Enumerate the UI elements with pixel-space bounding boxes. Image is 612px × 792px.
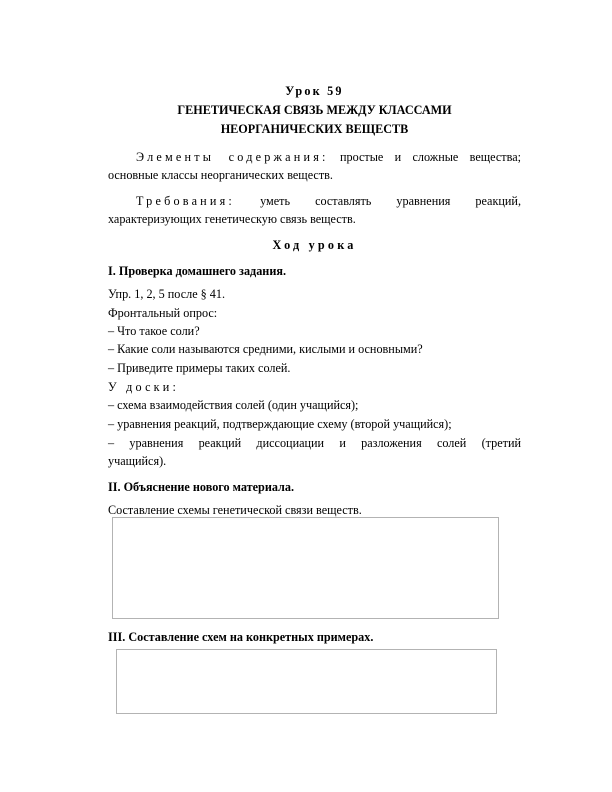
section2-heading: II. Объяснение нового материала. [108, 480, 295, 494]
requirements-label: Требования: [136, 194, 236, 208]
homework-line: Упр. 1, 2, 5 после § 41. [108, 287, 226, 301]
board-item-1: – схема взаимодействия солей (один учащийся); [108, 398, 359, 412]
section3-heading: III. Составление схем на конкретных примерах. [108, 630, 374, 644]
requirements-line-2: характеризующих генетическую связь веществ. [108, 212, 356, 226]
title-line-2: НЕОРГАНИЧЕСКИХ ВЕЩЕСТВ [220, 122, 409, 136]
requirements-text: уметь составлять уравнения реакций, [260, 194, 521, 208]
question-2: – Какие соли называются средними, кислыми и основными? [108, 342, 423, 356]
diagram-frame-1 [112, 517, 499, 619]
elements-line-2: основные классы неорганических веществ. [108, 168, 333, 182]
lesson-number: Урок 59 [285, 84, 344, 98]
course-heading: Ход урока [272, 238, 357, 252]
board-item-3-line-1: – уравнения реакций диссоциации и разложения солей (третий [108, 436, 521, 450]
question-3: – Приведите примеры таких солей. [108, 361, 291, 375]
board-label: У доски: [108, 380, 180, 394]
requirements-line-1 [108, 194, 521, 209]
elements-text: простые и сложные вещества; [339, 150, 521, 164]
diagram-frame-2 [116, 649, 497, 714]
elements-label: Элементы содержания: [136, 150, 329, 164]
question-1: – Что такое соли? [108, 324, 200, 338]
title-line-1: ГЕНЕТИЧЕСКАЯ СВЯЗЬ МЕЖДУ КЛАССАМИ [177, 103, 452, 117]
board-item-2: – уравнения реакций, подтверждающие схему (второй учащийся); [108, 417, 452, 431]
section1-heading: I. Проверка домашнего задания. [108, 264, 286, 278]
board-item-3-line-2: учащийся). [108, 454, 167, 468]
survey-label: Фронтальный опрос: [108, 306, 218, 320]
elements-line-1 [108, 150, 521, 165]
section2-text: Составление схемы генетической связи веществ. [108, 503, 362, 517]
